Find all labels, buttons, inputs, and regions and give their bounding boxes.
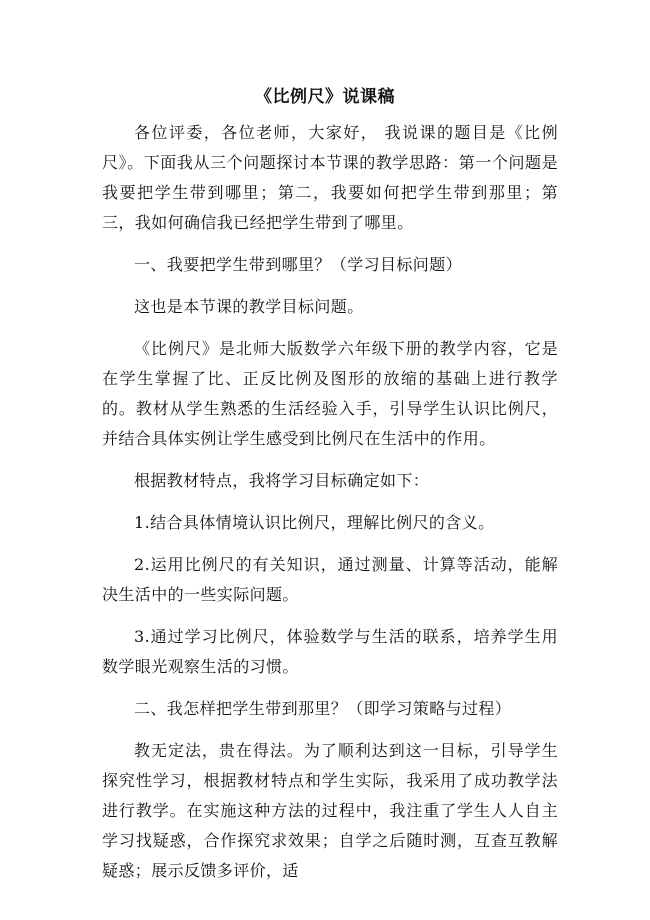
goal-item-3: 3.通过学习比例尺，体验数学与生活的联系，培养学生用数学眼光观察生活的习惯。	[102, 627, 558, 676]
document-body	[102, 118, 558, 898]
document-title: 《比例尺》说课稿	[255, 87, 395, 107]
paragraph: 根据教材特点，我将学习目标确定如下：	[134, 471, 430, 490]
goal-item-1: 1.结合具体情境认识比例尺，理解比例尺的含义。	[134, 513, 495, 532]
paragraph: 《比例尺》是北师大版数学六年级下册的教学内容，它是在学生掌握了比、正反比例及图形的放缩的基础上进行教学的。教材从学生熟悉的生活经验入手，引导学生认识比例尺，并结合具体实例让学生感受到比例尺在生活中的作用。	[102, 339, 558, 448]
section-heading-1: 一、我要把学生带到哪里？（学习目标问题）	[134, 255, 463, 274]
section-heading-2: 二、我怎样把学生带到那里？（即学习策略与过程）	[134, 699, 512, 718]
goal-item-2: 2.运用比例尺的有关知识，通过测量、计算等活动，能解决生活中的一些实际问题。	[102, 555, 558, 604]
paragraph-intro: 各位评委，各位老师，大家好， 我说课的题目是《比例尺》。下面我从三个问题探讨本节课的教学思路：第一个问题是我要把学生带到哪里；第二，我要如何把学生带到那里；第三，我如何确信我已经把学生带到了哪里。	[102, 123, 558, 232]
paragraph: 教无定法，贵在得法。为了顺利达到这一目标，引导学生探究性学习，根据教材特点和学生实际，我采用了成功教学法进行教学。在实施这种方法的过程中，我注重了学生人人自主学习找疑惑，合作探究求效果；自学之后随时测，互查互教解疑惑；展示反馈多评价，适	[102, 741, 558, 880]
paragraph: 这也是本节课的教学目标问题。	[134, 297, 364, 316]
